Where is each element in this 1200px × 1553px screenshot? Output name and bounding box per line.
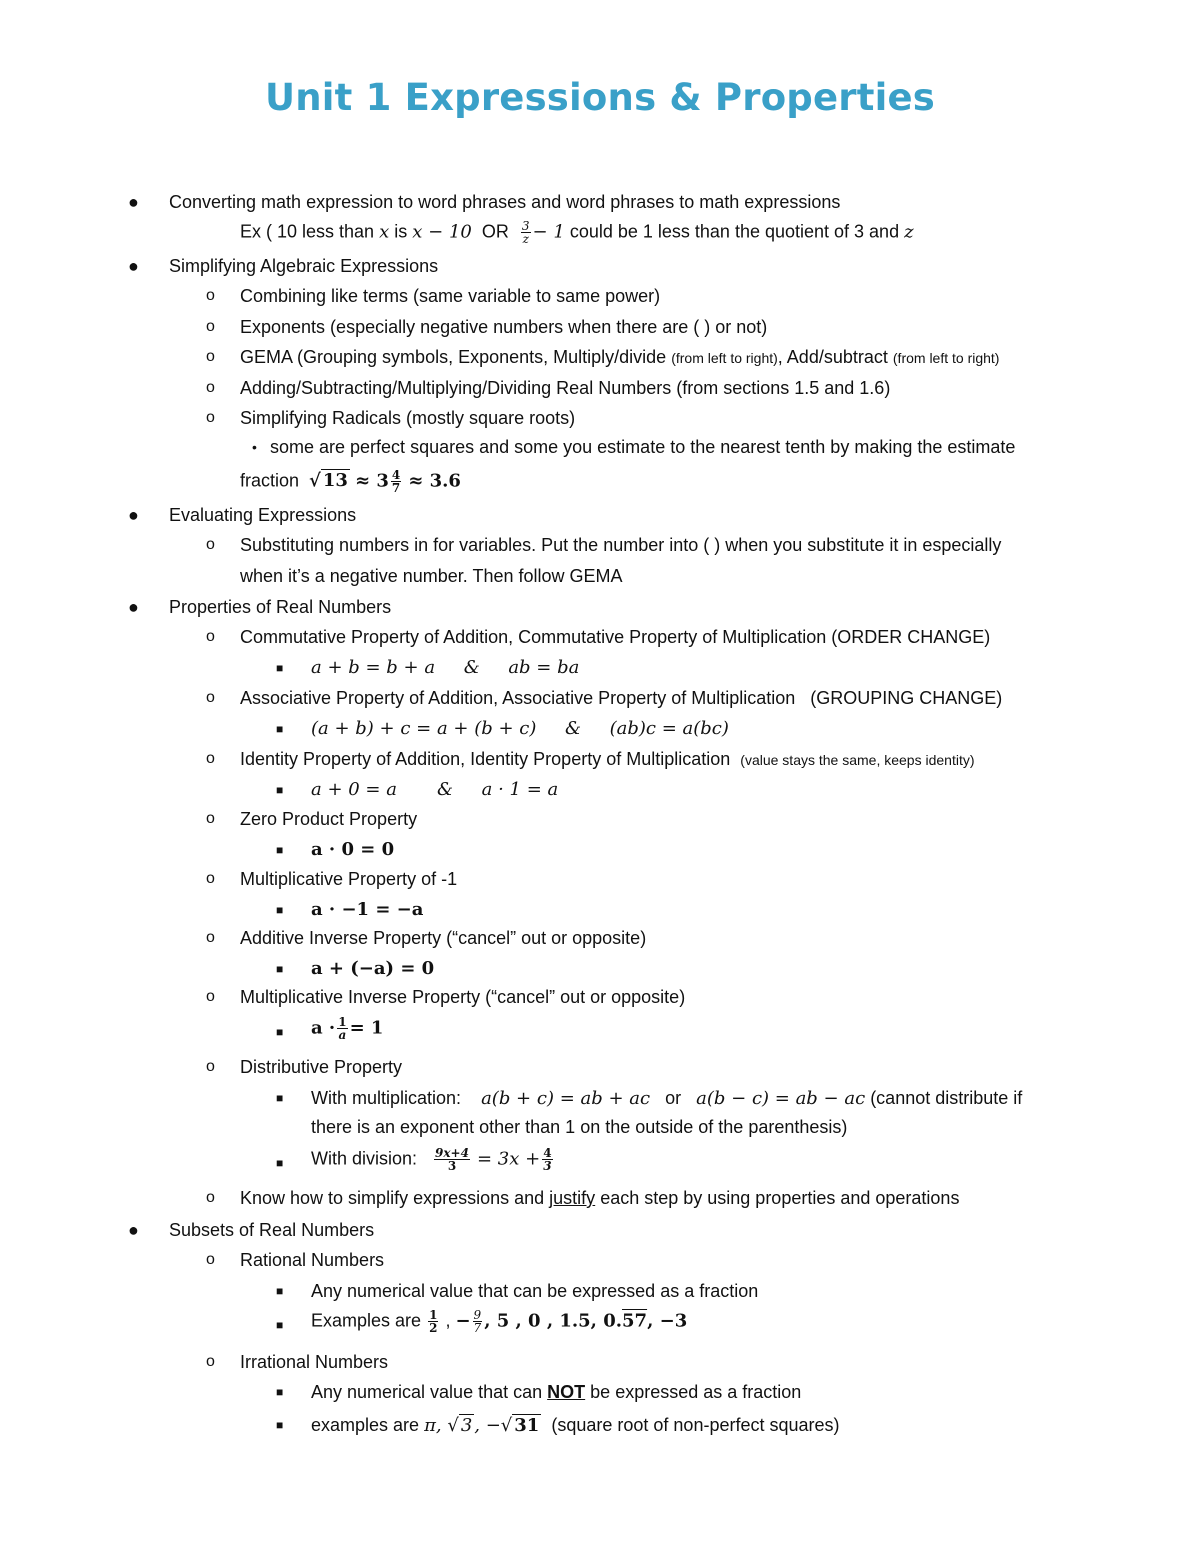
bullet-icon: ● <box>128 256 139 276</box>
radical-example: fraction √ 13 ≈ 3 $\frac{4}{7}$ ≈ 3.6 <box>240 468 461 495</box>
zero-product-equation: a · 0 = 0 <box>311 839 395 860</box>
circle-bullet-icon: o <box>206 750 215 767</box>
commutative-equation: a + b = b + a & ab = ba <box>311 657 580 678</box>
associative-property: Associative Property of Addition, Associative Property of Multiplication (GROUPING CHANGE) <box>240 688 1003 708</box>
simplifying-heading: Simplifying Algebraic Expressions <box>169 256 439 276</box>
square-bullet-icon: ■ <box>276 962 284 976</box>
identity-property: Identity Property of Addition, Identity Property of Multiplication (value stays the same, keeps identity) <box>240 749 975 769</box>
converting-example: Ex ( 10 less than x is x − 10 OR $\frac{3}{z}$ − 1 could be 1 less than the quotient of 3 and z <box>240 219 914 246</box>
radical-subitem: some are perfect squares and some you estimate to the nearest tenth by making the estimate <box>270 437 1016 457</box>
irrational-examples: examples are π, √ 3 , −√ 31 (square root of non-perfect squares) <box>311 1415 840 1436</box>
circle-bullet-icon: o <box>206 810 215 827</box>
irrational-definition: Any numerical value that can NOT be expressed as a fraction <box>311 1382 802 1402</box>
zero-product-property: Zero Product Property <box>240 809 418 829</box>
evaluating-heading: Evaluating Expressions <box>169 505 357 525</box>
rational-definition: Any numerical value that can be expressed as a fraction <box>311 1281 759 1301</box>
subsets-heading: Subsets of Real Numbers <box>169 1220 375 1240</box>
example-fraction: $\frac{3}{z}$ <box>521 219 530 246</box>
circle-bullet-icon: o <box>206 1251 215 1268</box>
bullet-icon: ● <box>128 505 139 525</box>
square-bullet-icon: ■ <box>276 843 284 857</box>
circle-bullet-icon: o <box>206 988 215 1005</box>
circle-bullet-icon: o <box>206 870 215 887</box>
square-bullet-icon: ■ <box>276 1025 284 1039</box>
bullet-icon: ● <box>128 597 139 617</box>
properties-heading: Properties of Real Numbers <box>169 597 392 617</box>
converting-heading: Converting math expression to word phrases and word phrases to math expressions <box>169 192 841 212</box>
square-bullet-icon: ■ <box>276 1156 284 1170</box>
circle-bullet-icon: o <box>206 689 215 706</box>
distributive-division: With division: $\frac{9x+4}{3}$ = 3x + $\frac{4}{3}$ <box>311 1146 552 1173</box>
list-item: GEMA (Grouping symbols, Exponents, Multiply/divide (from left to right), Add/subtract (from left to right) <box>240 347 1000 367</box>
distributive-property: Distributive Property <box>240 1057 403 1077</box>
diamond-bullet-icon: • <box>252 439 257 455</box>
identity-equation: a + 0 = a & a · 1 = a <box>311 779 559 800</box>
distributive-multiplication-continued: there is an exponent other than 1 on the outside of the parenthesis) <box>311 1117 848 1137</box>
circle-bullet-icon: o <box>206 318 215 335</box>
circle-bullet-icon: o <box>206 379 215 396</box>
circle-bullet-icon: o <box>206 1353 215 1370</box>
multiplicative-inverse-equation: a · $\frac{1}{a}$ = 1 <box>311 1015 384 1042</box>
square-bullet-icon: ■ <box>276 722 284 736</box>
square-bullet-icon: ■ <box>276 1385 284 1399</box>
list-item-continued: when it’s a negative number. Then follow GEMA <box>240 566 623 586</box>
additive-inverse-property: Additive Inverse Property (“cancel” out or opposite) <box>240 928 647 948</box>
square-bullet-icon: ■ <box>276 661 284 675</box>
multiplicative-inverse-property: Multiplicative Inverse Property (“cancel” out or opposite) <box>240 987 686 1007</box>
circle-bullet-icon: o <box>206 287 215 304</box>
bullet-icon: ● <box>128 192 139 212</box>
list-item: Exponents (especially negative numbers when there are ( ) or not) <box>240 317 768 337</box>
rational-examples: Examples are $\frac{1}{2}$ , − $\frac{9}{7}$ , 5 , 0 , 1.5, 0.57, −3 <box>311 1308 688 1335</box>
circle-bullet-icon: o <box>206 929 215 946</box>
list-item: Substituting numbers in for variables. Put the number into ( ) when you substitute it in especially <box>240 535 1002 555</box>
negative-one-property: Multiplicative Property of -1 <box>240 869 458 889</box>
commutative-property: Commutative Property of Addition, Commutative Property of Multiplication (ORDER CHANGE) <box>240 627 991 647</box>
square-bullet-icon: ■ <box>276 903 284 917</box>
associative-equation: (a + b) + c = a + (b + c) & (ab)c = a(bc) <box>311 718 729 739</box>
negative-one-equation: a · −1 = −a <box>311 899 424 920</box>
irrational-heading: Irrational Numbers <box>240 1352 389 1372</box>
bullet-icon: ● <box>128 1220 139 1240</box>
list-item: Combining like terms (same variable to same power) <box>240 286 661 306</box>
square-bullet-icon: ■ <box>276 1091 284 1105</box>
square-bullet-icon: ■ <box>276 1418 284 1432</box>
circle-bullet-icon: o <box>206 1189 215 1206</box>
circle-bullet-icon: o <box>206 409 215 426</box>
circle-bullet-icon: o <box>206 1058 215 1075</box>
justify-item: Know how to simplify expressions and justify each step by using properties and operations <box>240 1188 960 1208</box>
list-item: Adding/Subtracting/Multiplying/Dividing Real Numbers (from sections 1.5 and 1.6) <box>240 378 891 398</box>
square-bullet-icon: ■ <box>276 783 284 797</box>
distributive-multiplication: With multiplication: a(b + c) = ab + ac or a(b − c) = ab − ac (cannot distribute if <box>311 1088 1023 1109</box>
circle-bullet-icon: o <box>206 628 215 645</box>
square-bullet-icon: ■ <box>276 1318 284 1332</box>
circle-bullet-icon: o <box>206 536 215 553</box>
rational-heading: Rational Numbers <box>240 1250 385 1270</box>
circle-bullet-icon: o <box>206 348 215 365</box>
list-item: Simplifying Radicals (mostly square roots) <box>240 408 576 428</box>
additive-inverse-equation: a + (−a) = 0 <box>311 958 435 979</box>
page-title: Unit 1 Expressions & Properties <box>264 76 936 119</box>
square-bullet-icon: ■ <box>276 1284 284 1298</box>
